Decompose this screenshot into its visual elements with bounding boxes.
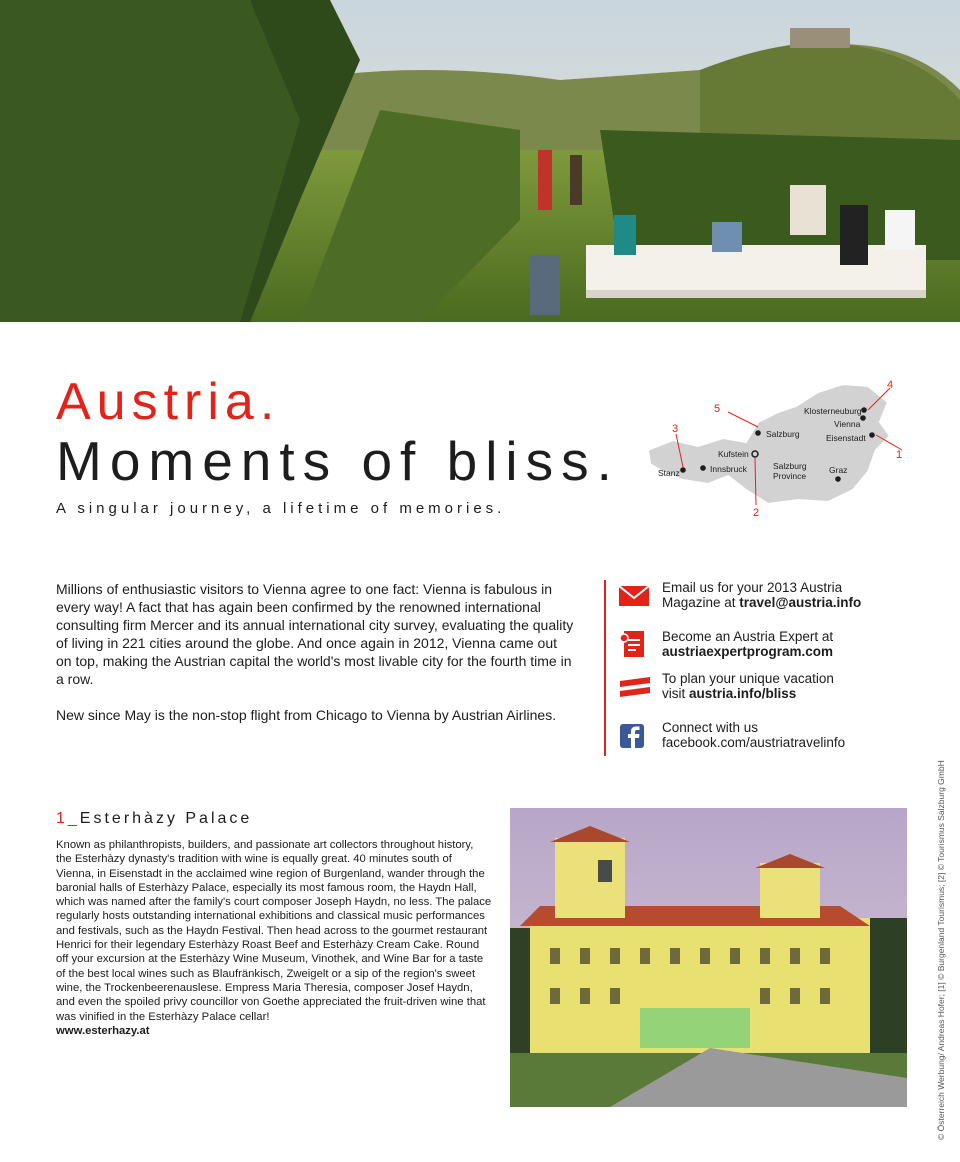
map-label-eisenstadt: Eisenstadt: [826, 433, 866, 443]
contact-facebook-link[interactable]: facebook.com/austriatravelinfo: [662, 735, 846, 750]
page-title-austria: Austria.: [56, 373, 281, 431]
esterhazy-link[interactable]: www.esterhazy.at: [56, 1024, 150, 1037]
contact-facebook-line1: Connect with us: [662, 720, 759, 735]
section-title: [56, 810, 252, 828]
photo-credit: © Österreich Werbung/ Andreas Hofer; [1] © Burgenland Tourismus; [2] © Tourismus Salzburg GmbH: [936, 760, 946, 1140]
contact-vacation-line1: To plan your unique vacation: [662, 671, 834, 686]
section-title-text: Esterhàzy Palace: [79, 810, 253, 827]
intro-text: [56, 580, 576, 742]
contact-expert-link[interactable]: austriaexpertprogram.com: [662, 644, 834, 659]
hero-vineyard-photo: [0, 0, 960, 322]
map-label-graz: Graz: [829, 465, 848, 475]
map-marker-3: 3: [672, 423, 679, 435]
contact-expert-line1: Become an Austria Expert at: [662, 629, 834, 644]
intro-paragraph-2: New since May is the non-stop flight from Chicago to Vienna by Austrian Airlines.: [56, 707, 557, 723]
austria-map: [628, 372, 910, 522]
certificate-icon: [618, 631, 650, 659]
map-label-kufstein: Kufstein: [718, 449, 749, 459]
page-subtitle: A singular journey, a lifetime of memories.: [56, 500, 506, 517]
section-body-text: Known as philanthropists, builders, and passionate art collectors throughout history, the Esterhàzy dynasty's tradition with wine is equally great. 40 minutes south of Vienna, in Eisenstadt in the acclaimed wine region of Burgenland, wander through the baronial halls of Esterhàzy Palace, especially its most famous room, the Haydn Hall, which was named after the family's court composer Joseph Haydn, no less. The palace regularly hosts outstanding international exhibitions and classical music performances and festivals, such as the Haydn Festival. Then head across to the gourmet restaurant Henrici for their legendary Esterhàzy Roast Beef and Esterhàzy Cream Cake. Round off your excursion at the Esterhàzy Wine Museum, Vinothek, and Wine Bar for a taste of the best local wines such as Blaufränkisch, Zweigelt or a sip of the region's sweet wine, the Trockenbeerenauslese. Empress Maria Theresia, composer Josef Haydn, and even the spoiled privy councillor von Goethe appreciated the fruit-driven wine that was vinified in the Esterhàzy Palace cellar!: [56, 839, 492, 1023]
section-number: 1_: [56, 810, 80, 827]
map-label-salzburg-province: Salzburg: [773, 461, 807, 471]
map-label-vienna: Vienna: [834, 419, 861, 429]
map-label-salzburg: Salzburg: [766, 429, 800, 439]
map-marker-4: 4: [887, 379, 894, 391]
intro-paragraph-1: Millions of enthusiastic visitors to Vienna agree to one fact: Vienna is fabulous in every way! A fact that has again been confirmed by the renowned international consulting firm Mercer and its annual international city survey, evaluating the quality of living in 221 cities around the globe. And once again in 2012, Vienna came out on top, making the Austrian capital the world's most livable city for the fourth time in a row.: [56, 581, 574, 687]
contact-email-address[interactable]: travel@austria.info: [739, 595, 862, 610]
contact-email-line1: Email us for your 2013 Austria: [662, 580, 843, 595]
map-label-innsbruck: Innsbruck: [710, 464, 747, 474]
contact-email-prefix: Magazine at: [662, 595, 740, 610]
map-label-stanz: Stanz: [658, 468, 680, 478]
austria-flag-icon: [618, 673, 650, 701]
map-marker-1: 1: [896, 449, 903, 461]
esterhazy-palace-photo: [510, 808, 907, 1107]
contact-vacation-link[interactable]: austria.info/bliss: [689, 686, 797, 701]
contact-vacation-prefix: visit: [662, 686, 689, 701]
facebook-icon: [618, 722, 650, 750]
map-marker-5: 5: [714, 403, 721, 415]
map-label-klosterneuburg: Klosterneuburg: [804, 406, 862, 416]
section-body: [56, 838, 492, 1038]
map-label-salzburg-province-2: Province: [773, 471, 807, 481]
page-title-moments: Moments of bliss.: [56, 430, 620, 492]
map-marker-2: 2: [753, 507, 760, 519]
envelope-icon: [618, 582, 650, 610]
contact-divider: [604, 580, 606, 756]
